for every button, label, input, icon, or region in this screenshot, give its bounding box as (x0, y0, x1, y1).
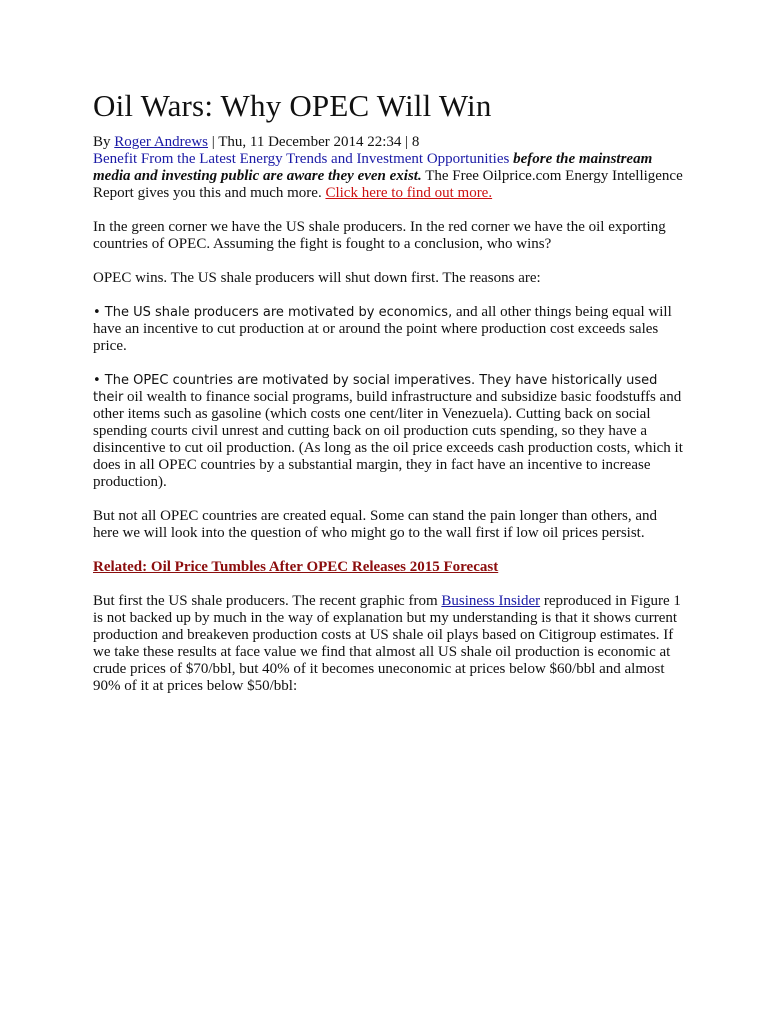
promo-body: The Free Oilprice.com Energy Intelligence Report gives you this and much more. (93, 168, 683, 201)
promo-paragraph (93, 151, 683, 202)
promo-link[interactable]: Benefit From the Latest Energy Trends and Investment Opportunities (93, 151, 510, 167)
byline-meta: | Thu, 11 December 2014 22:34 | 8 (208, 134, 420, 150)
byline (93, 134, 683, 151)
paragraph-shale-producers (93, 593, 683, 695)
promo-emphasis: before the mainstream media and investing public are aware they even exist. (93, 151, 653, 184)
paragraph-not-equal: But not all OPEC countries are created equal. Some can stand the pain longer than others, and here we will look into the question of who might go to the wall first if low oil prices persist. (93, 508, 658, 541)
bullet-body-text: and all other things being equal will have an incentive to cut production at or around the point where production cost exceeds sales price. (93, 304, 672, 354)
article-body (93, 88, 683, 695)
bullet-lead-text: • The US shale producers are motivated by economics, (93, 305, 453, 320)
article-title: Oil Wars: Why OPEC Will Win (93, 88, 492, 123)
paragraph-opec-wins: OPEC wins. The US shale producers will shut down first. The reasons are: (93, 270, 541, 286)
bullet-lead-text: • The OPEC countries are motivated by social imperatives. They have historically used their (93, 373, 658, 405)
author-link[interactable]: Roger Andrews (114, 134, 209, 150)
paragraph-opec-social (93, 372, 683, 491)
byline-prefix: By (93, 134, 115, 150)
promo-cta-link[interactable]: Click here to find out more. (325, 185, 493, 201)
bullet-body-text: oil wealth to finance social programs, build infrastructure and subsidize basic foodstuffs and other items such as gasoline (which costs one cent/liter in Venezuela). Cutting back on social spending courts civil unrest and cutting back on oil production cuts spending, so they have a disincentive to cut oil production. (As long as the oil price exceeds cash production costs, which it does in all OPEC countries by a substantial margin, they in fact have an incentive to increase production). (93, 389, 683, 490)
paragraph-text-after: reproduced in Figure 1 is not backed up by much in the way of explanation but my understanding is that it shows current production and breakeven production costs at US shale oil plays based on Citigroup estimates. If we take these results at face value we find that almost all US shale oil production is economic at crude prices of $70/bbl, but 40% of it becomes uneconomic at prices below $60/bbl and almost 90% of it at prices below $50/bbl: (93, 593, 681, 694)
business-insider-link[interactable]: Business Insider (441, 593, 541, 609)
paragraph-corners: In the green corner we have the US shale producers. In the red corner we have the oil exporting countries of OPEC. Assuming the fight is fought to a conclusion, who wins? (93, 219, 666, 252)
paragraph-text-before: But first the US shale producers. The recent graphic from (93, 593, 442, 609)
related-paragraph (93, 559, 683, 576)
paragraph-shale-economics (93, 304, 683, 355)
related-article-link[interactable]: Related: Oil Price Tumbles After OPEC Releases 2015 Forecast (93, 559, 499, 575)
